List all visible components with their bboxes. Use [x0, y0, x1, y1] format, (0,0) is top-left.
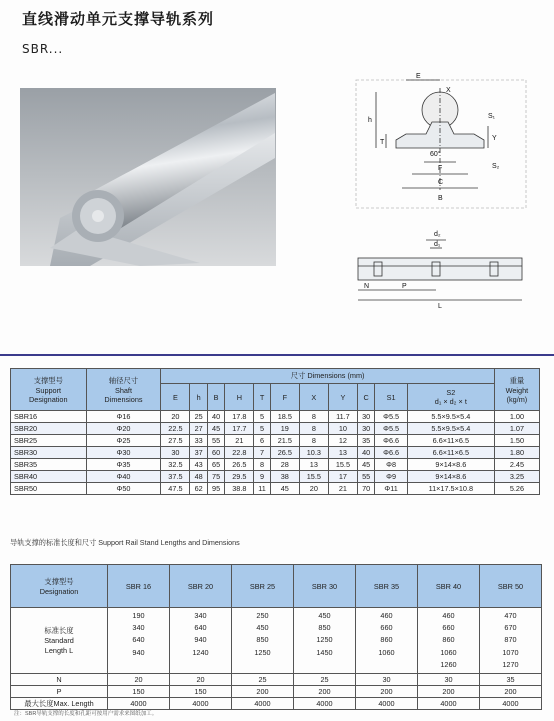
length-value: 1250 — [254, 647, 271, 657]
label-p: P — [402, 283, 407, 290]
subheader-9: S1 — [375, 384, 407, 411]
spec-cell: SBR50 — [11, 483, 87, 495]
spec-cell: 55 — [207, 435, 224, 447]
model-header: SBR 40 — [418, 565, 480, 608]
spec-cell: SBR35 — [11, 459, 87, 471]
max-length-value: 4000 — [480, 698, 542, 710]
length-cell — [356, 608, 418, 674]
length-value: 940 — [194, 635, 207, 645]
spec-cell: 62 — [190, 483, 207, 495]
label-standard-length: 标准长度 Standard Length L — [11, 608, 108, 674]
spec-cell: 30 — [357, 411, 374, 423]
subheader-10: S2 d₁ × d₂ × t — [407, 384, 494, 411]
p-value: 200 — [356, 686, 418, 698]
length-value: 1260 — [440, 659, 457, 669]
spec-cell: 6 — [254, 435, 270, 447]
spec-cell: 6.6×11×6.5 — [407, 435, 494, 447]
length-value: 660 — [442, 623, 455, 633]
label-s2: S₂ — [492, 163, 500, 170]
spec-cell: 15.5 — [328, 459, 357, 471]
spec-cell: 9×14×8.6 — [407, 471, 494, 483]
length-value: 470 — [504, 611, 517, 620]
spec-row — [11, 411, 540, 423]
spec-cell: 2.45 — [494, 459, 539, 471]
spec-cell: 95 — [207, 483, 224, 495]
length-value: 1070 — [502, 647, 519, 657]
header-weight: 重量 Weight (kg/m) — [494, 369, 539, 411]
spec-cell: 1.80 — [494, 447, 539, 459]
spec-cell: 43 — [190, 459, 207, 471]
spec-cell: 13 — [299, 459, 328, 471]
length-cell — [294, 608, 356, 674]
spec-cell: Φ5.5 — [375, 423, 407, 435]
spec-cell: 7 — [254, 447, 270, 459]
spec-cell: SBR20 — [11, 423, 87, 435]
spec-cell: 11.7 — [328, 411, 357, 423]
spec-cell: 22.5 — [161, 423, 190, 435]
spec-cell: Φ40 — [86, 471, 161, 483]
spec-cell: SBR30 — [11, 447, 87, 459]
p-value: 200 — [418, 686, 480, 698]
spec-cell: Φ16 — [86, 411, 161, 423]
n-value: 35 — [480, 674, 542, 686]
spec-cell: 13 — [328, 447, 357, 459]
n-value: 30 — [356, 674, 418, 686]
length-value: 640 — [194, 623, 207, 633]
subheader-7: Y — [328, 384, 357, 411]
max-length-value: 4000 — [356, 698, 418, 710]
section-divider — [0, 354, 554, 356]
max-length-value: 4000 — [232, 698, 294, 710]
standard-length-caption: 导轨支撑的标准长度和尺寸 Support Rail Stand Lengths and Dimensions — [10, 538, 240, 547]
subheader-4: T — [254, 384, 270, 411]
spec-cell: 27 — [190, 423, 207, 435]
p-value: 200 — [294, 686, 356, 698]
model-header: SBR 25 — [232, 565, 294, 608]
spec-cell: 5 — [254, 411, 270, 423]
spec-cell: 5.26 — [494, 483, 539, 495]
n-value: 25 — [232, 674, 294, 686]
spec-cell: 9×14×8.6 — [407, 459, 494, 471]
spec-cell: 25 — [190, 411, 207, 423]
spec-cell: 21 — [225, 435, 254, 447]
max-length-value: 4000 — [418, 698, 480, 710]
spec-cell: 20 — [299, 483, 328, 495]
length-value: 1270 — [502, 659, 519, 669]
spec-cell: 8 — [299, 423, 328, 435]
label-c: C — [438, 179, 444, 186]
p-value: 200 — [232, 686, 294, 698]
spec-cell: 48 — [190, 471, 207, 483]
length-cell — [480, 608, 542, 674]
spec-cell: SBR40 — [11, 471, 87, 483]
spec-cell: 26.5 — [270, 447, 299, 459]
spec-table — [10, 368, 540, 495]
length-value: 940 — [132, 647, 145, 657]
spec-cell: 8 — [299, 435, 328, 447]
cross-section-diagram — [346, 70, 534, 218]
spec-cell: 10.3 — [299, 447, 328, 459]
spec-cell: Φ30 — [86, 447, 161, 459]
length-value: 1250 — [316, 635, 333, 645]
spec-cell: 38.8 — [225, 483, 254, 495]
label-max-length: 最大长度Max. Length — [11, 698, 108, 710]
spec-cell: 5.5×9.5×5.4 — [407, 411, 494, 423]
spec-cell: 37 — [190, 447, 207, 459]
length-cell — [418, 608, 480, 674]
length-value: 1060 — [378, 647, 395, 657]
header-support: 支撑型号 Support Designation — [11, 369, 87, 411]
spec-row — [11, 447, 540, 459]
spec-cell: 33 — [190, 435, 207, 447]
spec-cell: 65 — [207, 459, 224, 471]
n-value: 20 — [108, 674, 170, 686]
page-title: 直线滑动单元支撑导轨系列 — [22, 10, 215, 28]
model-header: SBR 35 — [356, 565, 418, 608]
spec-cell: 1.00 — [494, 411, 539, 423]
spec-cell: 32.5 — [161, 459, 190, 471]
footnote: 注：SBR导轨支撑的长度和孔距可按用户需求来图纸加工。 — [14, 711, 158, 717]
spec-cell: 45 — [357, 459, 374, 471]
spec-cell: 35 — [357, 435, 374, 447]
spec-cell: 75 — [207, 471, 224, 483]
spec-row — [11, 459, 540, 471]
label-f: F — [438, 165, 443, 172]
spec-cell: SBR16 — [11, 411, 87, 423]
label-angle: 60° — [430, 151, 441, 158]
model-header: SBR 16 — [108, 565, 170, 608]
length-value: 450 — [256, 623, 269, 633]
side-view-diagram — [346, 228, 534, 330]
length-value: 190 — [132, 611, 145, 620]
spec-cell: 19 — [270, 423, 299, 435]
spec-cell: Φ35 — [86, 459, 161, 471]
length-value: 1450 — [316, 647, 333, 657]
spec-cell: 1.07 — [494, 423, 539, 435]
spec-cell: 70 — [357, 483, 374, 495]
label-p-row: P — [11, 686, 108, 698]
model-header: SBR 30 — [294, 565, 356, 608]
label-h: h — [368, 117, 372, 124]
spec-cell: 11 — [254, 483, 270, 495]
length-value: 860 — [442, 635, 455, 645]
spec-cell: 21 — [328, 483, 357, 495]
length-value: 850 — [256, 635, 269, 645]
spec-row — [11, 435, 540, 447]
length-value: 250 — [256, 611, 269, 620]
spec-cell: Φ25 — [86, 435, 161, 447]
spec-cell: 45 — [207, 423, 224, 435]
spec-cell: 45 — [270, 483, 299, 495]
spec-cell: 18.5 — [270, 411, 299, 423]
spec-cell: 38 — [270, 471, 299, 483]
length-value: 670 — [504, 623, 517, 633]
subheader-8: C — [357, 384, 374, 411]
length-cell — [232, 608, 294, 674]
spec-row — [11, 483, 540, 495]
length-value: 460 — [380, 611, 393, 620]
spec-cell: Φ6.6 — [375, 447, 407, 459]
subheader-5: F — [270, 384, 299, 411]
spec-cell: 28 — [270, 459, 299, 471]
spec-cell: Φ8 — [375, 459, 407, 471]
length-value: 460 — [442, 611, 455, 620]
spec-cell: 11×17.5×10.8 — [407, 483, 494, 495]
spec-cell: 12 — [328, 435, 357, 447]
spec-cell: 6.6×11×6.5 — [407, 447, 494, 459]
spec-cell: 60 — [207, 447, 224, 459]
n-value: 30 — [418, 674, 480, 686]
subheader-3: H — [225, 384, 254, 411]
spec-cell: Φ20 — [86, 423, 161, 435]
label-x: X — [446, 87, 451, 94]
subheader-0: E — [161, 384, 190, 411]
n-value: 20 — [170, 674, 232, 686]
label-n: N — [364, 283, 370, 290]
spec-cell: 22.8 — [225, 447, 254, 459]
header-shaft: 轴径尺寸 Shaft Dimensions — [86, 369, 161, 411]
spec-cell: 27.5 — [161, 435, 190, 447]
length-value: 1240 — [192, 647, 209, 657]
spec-cell: 8 — [299, 411, 328, 423]
spec-cell: 5.5×9.5×5.4 — [407, 423, 494, 435]
standard-length-table — [10, 564, 542, 710]
spec-cell: 40 — [357, 447, 374, 459]
spec-cell: 10 — [328, 423, 357, 435]
p-value: 200 — [480, 686, 542, 698]
spec-cell: 21.5 — [270, 435, 299, 447]
label-e: E — [416, 73, 421, 80]
length-value: 660 — [380, 623, 393, 633]
spec-cell: 9 — [254, 471, 270, 483]
label-d2: d₂ — [434, 231, 441, 238]
subheader-2: B — [207, 384, 224, 411]
spec-cell: 55 — [357, 471, 374, 483]
header-designation: 支撑型号 Designation — [11, 565, 108, 608]
label-s1: S₁ — [488, 113, 496, 120]
length-cell — [108, 608, 170, 674]
spec-cell: 3.25 — [494, 471, 539, 483]
label-n-row: N — [11, 674, 108, 686]
max-length-value: 4000 — [294, 698, 356, 710]
spec-cell: Φ9 — [375, 471, 407, 483]
length-cell — [170, 608, 232, 674]
length-value: 640 — [132, 635, 145, 645]
spec-cell: 26.5 — [225, 459, 254, 471]
spec-cell: Φ6.6 — [375, 435, 407, 447]
spec-row — [11, 423, 540, 435]
label-t: T — [380, 139, 385, 146]
spec-cell: SBR25 — [11, 435, 87, 447]
spec-cell: 17 — [328, 471, 357, 483]
model-header: SBR 50 — [480, 565, 542, 608]
length-value: 340 — [194, 611, 207, 620]
length-value: 860 — [380, 635, 393, 645]
subheader-6: X — [299, 384, 328, 411]
spec-cell: 5 — [254, 423, 270, 435]
label-y: Y — [492, 135, 497, 142]
spec-row — [11, 471, 540, 483]
length-value: 870 — [504, 635, 517, 645]
spec-cell: 37.5 — [161, 471, 190, 483]
spec-cell: Φ50 — [86, 483, 161, 495]
spec-cell: 20 — [161, 411, 190, 423]
p-value: 150 — [170, 686, 232, 698]
label-d1: d₁ — [434, 241, 441, 248]
product-photo — [20, 88, 276, 266]
spec-cell: 40 — [207, 411, 224, 423]
spec-cell: 30 — [357, 423, 374, 435]
spec-cell: 8 — [254, 459, 270, 471]
label-b: B — [438, 195, 443, 202]
spec-cell: 29.5 — [225, 471, 254, 483]
length-value: 340 — [132, 623, 145, 633]
spec-cell: 30 — [161, 447, 190, 459]
spec-cell: Φ11 — [375, 483, 407, 495]
spec-cell: 47.5 — [161, 483, 190, 495]
p-value: 150 — [108, 686, 170, 698]
spec-cell: Φ5.5 — [375, 411, 407, 423]
spec-cell: 1.50 — [494, 435, 539, 447]
n-value: 25 — [294, 674, 356, 686]
header-dimensions: 尺寸 Dimensions (mm) — [161, 369, 494, 384]
max-length-value: 4000 — [108, 698, 170, 710]
spec-cell: 17.8 — [225, 411, 254, 423]
series-subtitle: SBR... — [22, 42, 64, 56]
model-header: SBR 20 — [170, 565, 232, 608]
spec-cell: 17.7 — [225, 423, 254, 435]
length-value: 450 — [318, 611, 331, 620]
label-l: L — [438, 303, 442, 310]
length-value: 850 — [318, 623, 331, 633]
max-length-value: 4000 — [170, 698, 232, 710]
spec-cell: 15.5 — [299, 471, 328, 483]
subheader-1: h — [190, 384, 207, 411]
length-value: 1060 — [440, 647, 457, 657]
